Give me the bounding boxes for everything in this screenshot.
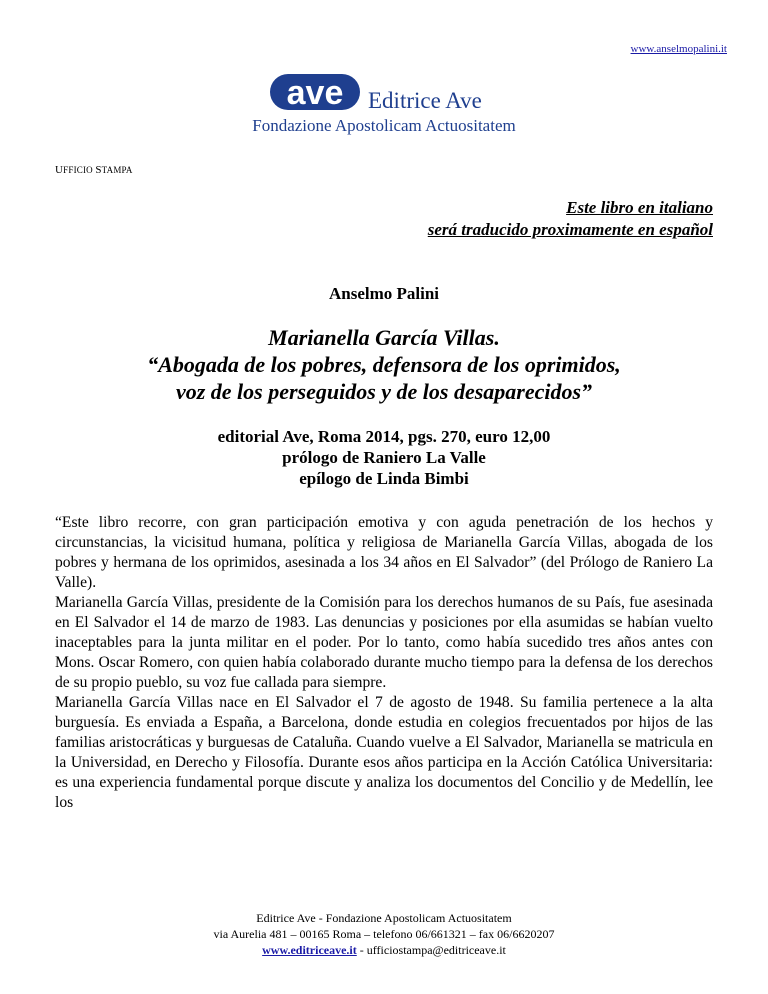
translation-notice (428, 197, 713, 241)
paragraph-3: Marianella García Villas nace en El Salvador el 7 de agosto de 1948. Su familia pertenece a la alta burguesía. Es enviada a España, a Barcelona, donde estudia en colegios frecuentados por hijos de las familias aristocráticas y burguesas de Cataluña. Cuando vuelve a El Salvador, Marianella se matricula en la Universidad, en Derecho y Filosofía. Durante esos años participa en la Acción Católica Universitaria: es una experiencia fundamental porque discute y analiza los documentos del Concilio y de Medellín, lee los (55, 694, 713, 811)
footer-separator: - (356, 943, 367, 957)
title-line-1: Marianella García Villas. (268, 325, 500, 350)
notice-line-2: será traducido proximamente en español (427, 220, 713, 239)
epilogue-credit: epílogo de Linda Bimbi (299, 469, 469, 488)
press-email[interactable]: ufficiostampa@editriceave.it (366, 943, 506, 957)
paragraph-1: “Este libro recorre, con gran participación emotiva y con aguda penetración de los hechos y circunstancias, la vicisitud humana, política y religiosa de Marianella García Villas, abogada de los pobres y hermana de los oprimidos, asesinada a los 34 años en El Salvador” (del Prólogo de Raniero La Valle). (55, 514, 713, 591)
author-website-link[interactable]: www.anselmopalini.it (630, 43, 727, 55)
book-author: Anselmo Palini (328, 284, 440, 303)
publisher-logo (270, 70, 482, 114)
publication-info (0, 426, 768, 489)
title-line-2: “Abogada de los pobres, defensora de los oprimidos, (147, 352, 621, 377)
paragraph-2: Marianella García Villas, presidente de la Comisión para los derechos humanos de su País, fue asesinada en El Salvador el 14 de marzo de 1983. Las denuncias y posiciones por ella asumidas se habían vuelto inaceptables para la junta militar en el poder. Por lo tanto, como había sucedido tres años antes con Mons. Oscar Romero, con quien había colaborado durante mucho tiempo para la defensa de los derechos de su propio pueblo, su voz fue callada para siempre. (55, 594, 713, 691)
prologue-credit: prólogo de Raniero La Valle (282, 448, 486, 467)
ave-logo-icon (270, 70, 360, 114)
publisher-website-link[interactable]: www.editriceave.it (262, 943, 357, 957)
page-footer (0, 910, 768, 958)
book-title (0, 324, 768, 405)
press-office-label: UFFICIO STAMPA (55, 164, 133, 176)
foundation-name: Fondazione Apostolicam Actuositatem (252, 116, 516, 135)
footer-address: via Aurelia 481 – 00165 Roma – telefono 06/661321 – fax 06/6620207 (213, 927, 555, 941)
publisher-name: Editrice Ave (368, 88, 482, 113)
logo-text: ave (286, 74, 344, 112)
publication-details: editorial Ave, Roma 2014, pgs. 270, euro 12,00 (217, 427, 551, 446)
notice-line-1: Este libro en italiano (566, 198, 713, 217)
title-line-3: voz de los perseguidos y de los desaparecidos” (175, 379, 593, 404)
article-body (55, 513, 713, 813)
footer-publisher: Editrice Ave - Fondazione Apostolicam Actuositatem (256, 911, 512, 925)
footer-contacts (0, 942, 768, 958)
